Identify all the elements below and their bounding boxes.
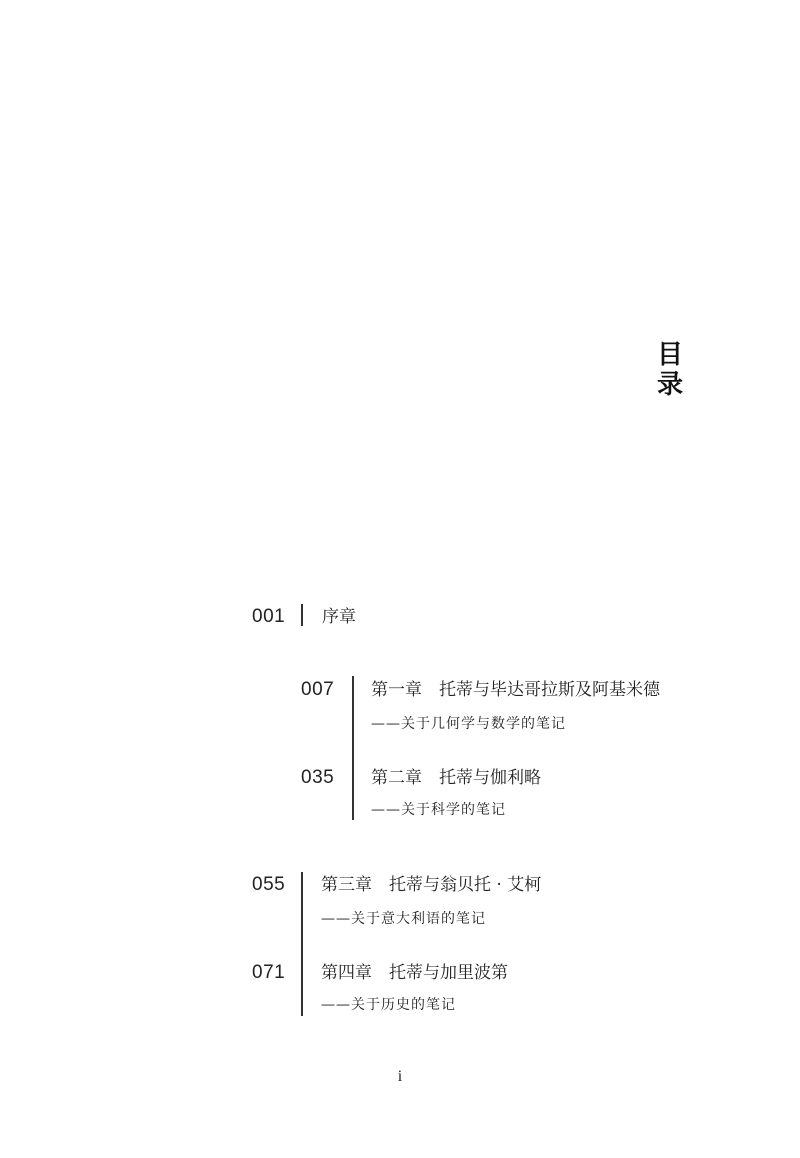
toc-ch3-title[interactable]: 第三章 托蒂与翁贝托 · 艾柯 — [321, 875, 542, 895]
toc-preface-title[interactable]: 序章 — [322, 607, 356, 627]
toc-ch4-subtitle: ——关于历史的笔记 — [321, 997, 456, 1013]
page-number: i — [397, 1068, 403, 1085]
toc-ch3-page: 055 — [252, 874, 286, 895]
toc-ch2-title[interactable]: 第二章 托蒂与伽利略 — [371, 768, 541, 788]
toc-ch2-page: 035 — [301, 767, 335, 788]
toc-ch4-title[interactable]: 第四章 托蒂与加里波第 — [321, 963, 508, 983]
toc-ch4-page: 071 — [252, 962, 286, 983]
toc-group1-divider — [352, 676, 354, 820]
title-char-1: 目 — [656, 340, 683, 370]
toc-group2-divider — [301, 872, 303, 1016]
toc-ch1-title[interactable]: 第一章 托蒂与毕达哥拉斯及阿基米德 — [371, 680, 660, 700]
toc-ch3-subtitle: ——关于意大利语的笔记 — [321, 911, 486, 927]
toc-ch1-subtitle: ——关于几何学与数学的笔记 — [371, 716, 566, 732]
toc-ch2-subtitle: ——关于科学的笔记 — [371, 802, 506, 818]
toc-ch1-page: 007 — [301, 679, 335, 700]
title-char-2: 录 — [656, 370, 683, 400]
toc-preface-divider — [301, 604, 303, 626]
page-title — [652, 340, 688, 400]
toc-preface-page: 001 — [252, 606, 286, 627]
